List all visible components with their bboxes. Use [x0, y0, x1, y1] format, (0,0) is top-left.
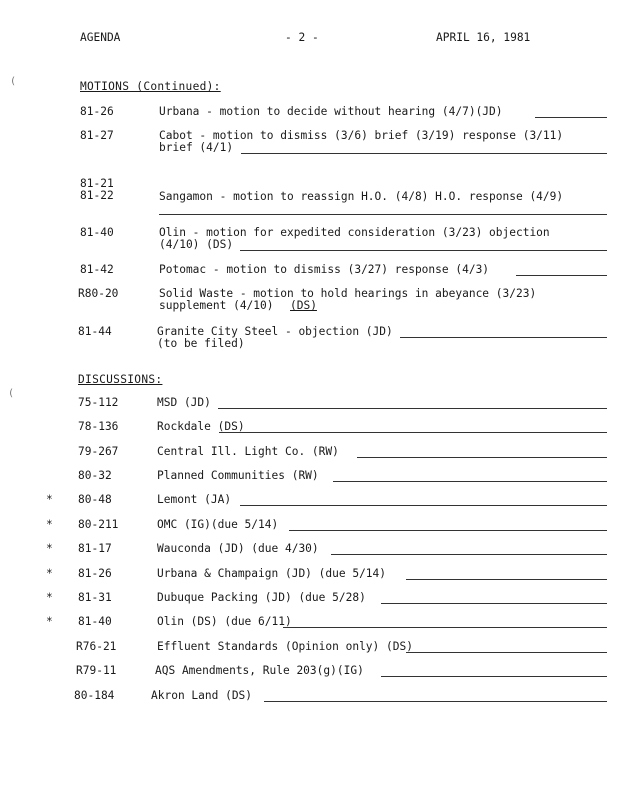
fill-line [357, 457, 607, 458]
discussion-text: Planned Communities (RW) [157, 469, 319, 482]
discussion-text: AQS Amendments, Rule 203(g)(IG) [155, 664, 364, 677]
motion-number: 81-22 [80, 189, 114, 202]
priority-star: * [46, 567, 53, 580]
motion-trail: (DS) [290, 299, 317, 312]
motion-text: brief (4/1) [159, 141, 234, 154]
discussion-text: Urbana & Champaign (JD) (due 5/14) [157, 567, 387, 580]
discussion-text: Wauconda (JD) (due 4/30) [157, 542, 319, 555]
fill-line [400, 337, 607, 338]
fill-line [159, 214, 607, 215]
discussion-number: R76-21 [76, 640, 117, 653]
discussions-heading: DISCUSSIONS: [78, 373, 163, 386]
motions-heading: MOTIONS (Continued): [80, 80, 221, 93]
priority-star: * [46, 518, 53, 531]
fill-line [516, 275, 607, 276]
fill-line [535, 117, 607, 118]
discussion-number: 79-267 [78, 445, 119, 458]
motion-number: 81-26 [80, 105, 114, 118]
motion-text: Potomac - motion to dismiss (3/27) response (4/3) [159, 263, 490, 276]
motion-text: Solid Waste - motion to hold hearings in abeyance (3/23) [159, 287, 537, 300]
scan-mark: ( [8, 388, 15, 399]
header-date: APRIL 16, 1981 [436, 31, 531, 44]
fill-line [283, 627, 607, 628]
discussion-text: Rockdale (DS) [157, 420, 245, 433]
discussion-number: 81-40 [78, 615, 112, 628]
discussion-text: Central Ill. Light Co. (RW) [157, 445, 339, 458]
motion-text: Cabot - motion to dismiss (3/6) brief (3/19) response (3/11) [159, 129, 564, 142]
fill-line [289, 530, 607, 531]
priority-star: * [46, 542, 53, 555]
scan-mark: ( [10, 76, 17, 87]
discussion-number: 81-26 [78, 567, 112, 580]
page-number: - 2 - [285, 31, 319, 44]
header-left: AGENDA [80, 31, 121, 44]
motion-text: supplement (4/10) [159, 299, 274, 312]
priority-star: * [46, 615, 53, 628]
motion-text: Urbana - motion to decide without hearing (4/7)(JD) [159, 105, 503, 118]
motion-number: 81-42 [80, 263, 114, 276]
discussion-text: MSD (JD) [157, 396, 211, 409]
fill-line [240, 250, 607, 251]
priority-star: * [46, 493, 53, 506]
fill-line [406, 579, 607, 580]
motion-number: 81-27 [80, 129, 114, 142]
motion-number: 81-44 [78, 325, 112, 338]
discussion-number: 78-136 [78, 420, 119, 433]
discussion-number: 80-48 [78, 493, 112, 506]
discussion-number: 80-211 [78, 518, 119, 531]
fill-line [240, 505, 607, 506]
discussion-text: Lemont (JA) [157, 493, 232, 506]
fill-line [264, 701, 607, 702]
motion-text: Olin - motion for expedited consideration (3/23) objection [159, 226, 550, 239]
discussion-number: 81-31 [78, 591, 112, 604]
discussion-text: OMC (IG)(due 5/14) [157, 518, 279, 531]
discussion-text: Dubuque Packing (JD) (due 5/28) [157, 591, 366, 604]
fill-line [333, 481, 607, 482]
motion-text: (to be filed) [157, 337, 245, 350]
discussion-number: 80-184 [74, 689, 115, 702]
discussion-number: 75-112 [78, 396, 119, 409]
priority-star: * [46, 591, 53, 604]
discussion-text: Effluent Standards (Opinion only) (DS) [157, 640, 413, 653]
fill-line [381, 676, 607, 677]
fill-line [331, 554, 607, 555]
discussion-text: Olin (DS) (due 6/11) [157, 615, 292, 628]
motion-number: 81-21 [80, 177, 114, 190]
discussion-text: Akron Land (DS) [151, 689, 253, 702]
discussion-number: 80-32 [78, 469, 112, 482]
fill-line [218, 408, 607, 409]
motion-text: (4/10) (DS) [159, 238, 234, 251]
fill-line [241, 153, 607, 154]
fill-line [381, 603, 607, 604]
discussion-number: R79-11 [76, 664, 117, 677]
motion-number: R80-20 [78, 287, 119, 300]
motion-text: Granite City Steel - objection (JD) [157, 325, 393, 338]
motion-text: Sangamon - motion to reassign H.O. (4/8) H.O. response (4/9) [159, 190, 564, 203]
discussion-number: 81-17 [78, 542, 112, 555]
fill-line [406, 652, 607, 653]
fill-line [219, 432, 607, 433]
motion-number: 81-40 [80, 226, 114, 239]
